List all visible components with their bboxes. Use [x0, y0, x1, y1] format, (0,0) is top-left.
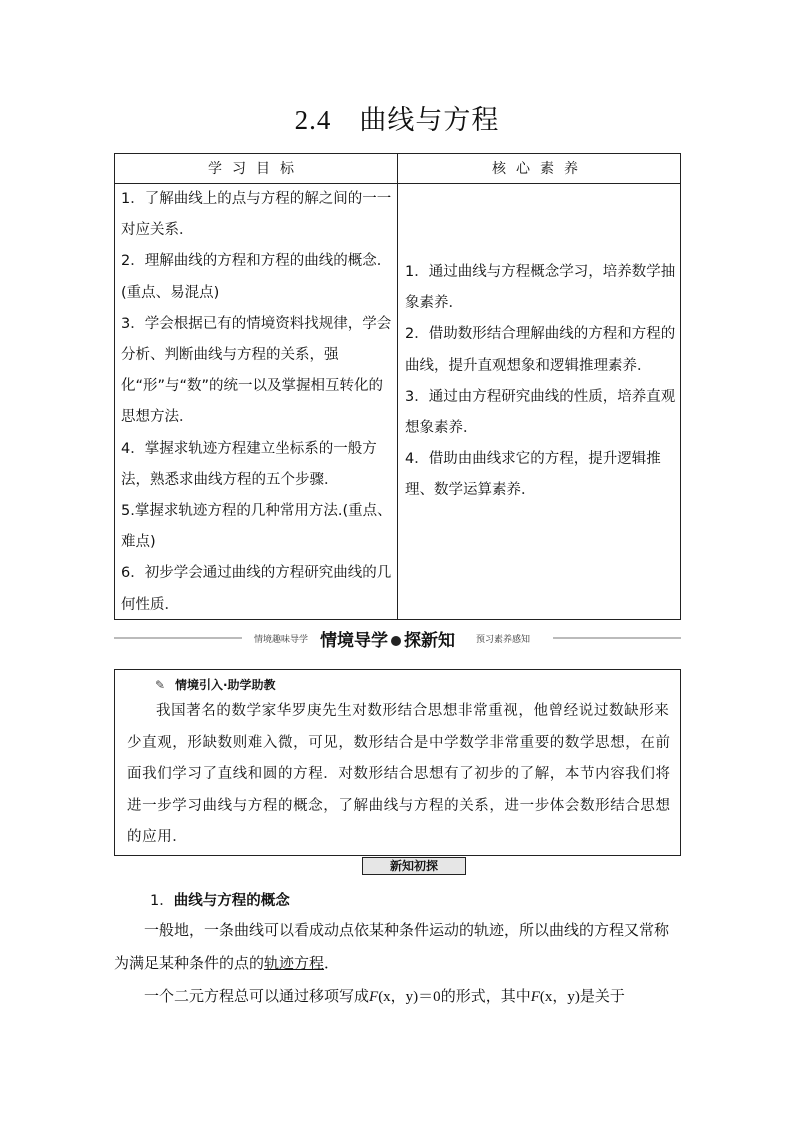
paragraph-text: ． — [324, 954, 340, 972]
paragraph-text: 的形式，其中 — [440, 987, 531, 1005]
table-divider — [397, 154, 398, 619]
banner-title — [320, 626, 455, 651]
banner-rule-left — [114, 637, 242, 639]
list-item: 2．理解曲线的方程和方程的曲线的概念．(重点、易混点) — [121, 253, 392, 301]
learning-goals-header: 学习目标 — [208, 161, 304, 177]
section-tag: 新知初探 — [362, 857, 466, 875]
section-heading — [150, 889, 290, 910]
list-item: 1．了解曲线上的点与方程的解之间的一一对应关系． — [121, 191, 392, 239]
paragraph — [114, 914, 681, 980]
page-title — [0, 98, 794, 137]
paragraph — [114, 980, 681, 1014]
math-expression — [531, 989, 580, 1005]
list-item: 5.掌握求轨迹方程的几种常用方法.(重点、难点) — [121, 503, 392, 551]
intro-box — [114, 669, 681, 856]
list-item: 4．借助由曲线求它的方程，提升逻辑推理、数学运算素养． — [405, 451, 661, 499]
section-body — [114, 914, 681, 1014]
learning-goals-list — [121, 184, 393, 621]
intro-heading — [155, 676, 276, 693]
bullet-icon — [391, 636, 401, 646]
banner-rule-right — [553, 637, 681, 639]
scene-icon: ✎ — [155, 678, 166, 692]
core-literacy-header: 核心素养 — [492, 161, 588, 177]
section-heading-number: 1． — [150, 893, 174, 909]
paragraph-text: 一个二元方程总可以通过移项写成 — [144, 987, 370, 1005]
key-term: 轨迹方程 — [264, 954, 325, 972]
math-expression — [369, 989, 441, 1005]
list-item: 3．学会根据已有的情境资料找规律，学会分析、判断曲线与方程的关系，强化“形”与“数”的统一以及掌握相互转化的思想方法． — [121, 315, 392, 426]
section-title: 曲线与方程 — [359, 105, 500, 136]
paragraph-text: 一般地，一条曲线可以看成动点依某种条件运动的轨迹，所以曲线的方程又常称为满足某种条件的点的 — [114, 921, 670, 972]
objectives-table — [114, 153, 681, 620]
list-item: 3．通过由方程研究曲线的性质，培养直观想象素养． — [405, 388, 676, 437]
math-symbol: F — [530, 989, 540, 1005]
list-item: 6．初步学会通过曲线的方程研究曲线的几何性质． — [121, 565, 392, 613]
math-args: (x，y)＝0 — [378, 989, 441, 1005]
intro-heading-text: 情境引入·助学助教 — [175, 678, 276, 692]
math-symbol: F — [369, 989, 379, 1005]
banner-title-right: 探新知 — [404, 631, 455, 651]
paragraph-text: 是关于 — [579, 987, 625, 1005]
banner-title-left: 情境导学 — [320, 631, 388, 651]
banner-right-caption: 预习素养感知 — [476, 635, 531, 645]
list-item: 4．掌握求轨迹方程建立坐标系的一般方法，熟悉求曲线方程的五个步骤． — [121, 440, 377, 488]
section-banner — [114, 626, 681, 650]
section-number: 2.4 — [294, 105, 332, 135]
list-item: 2．借助数形结合理解曲线的方程和方程的曲线，提升直观想象和逻辑推理素养． — [405, 326, 676, 374]
banner-left-caption: 情境趣味导学 — [254, 635, 309, 645]
core-literacy-list — [405, 257, 677, 507]
math-args: (x，y) — [539, 989, 580, 1005]
list-item: 1．通过曲线与方程概念学习，培养数学抽象素养． — [405, 264, 676, 312]
intro-text: 我国著名的数学家华罗庚先生对数形结合思想非常重视，他曾经说过数缺形来少直观，形缺数则难入微，可见，数形结合是中学数学非常重要的数学思想，在前面我们学习了直线和圆的方程．对数形结合思想有了初步的了解，本节内容我们将进一步学习曲线与方程的概念，了解曲线与方程的关系，进一步体会数形结合思想的应用． — [127, 703, 671, 845]
section-heading-title: 曲线与方程的概念 — [173, 893, 290, 909]
